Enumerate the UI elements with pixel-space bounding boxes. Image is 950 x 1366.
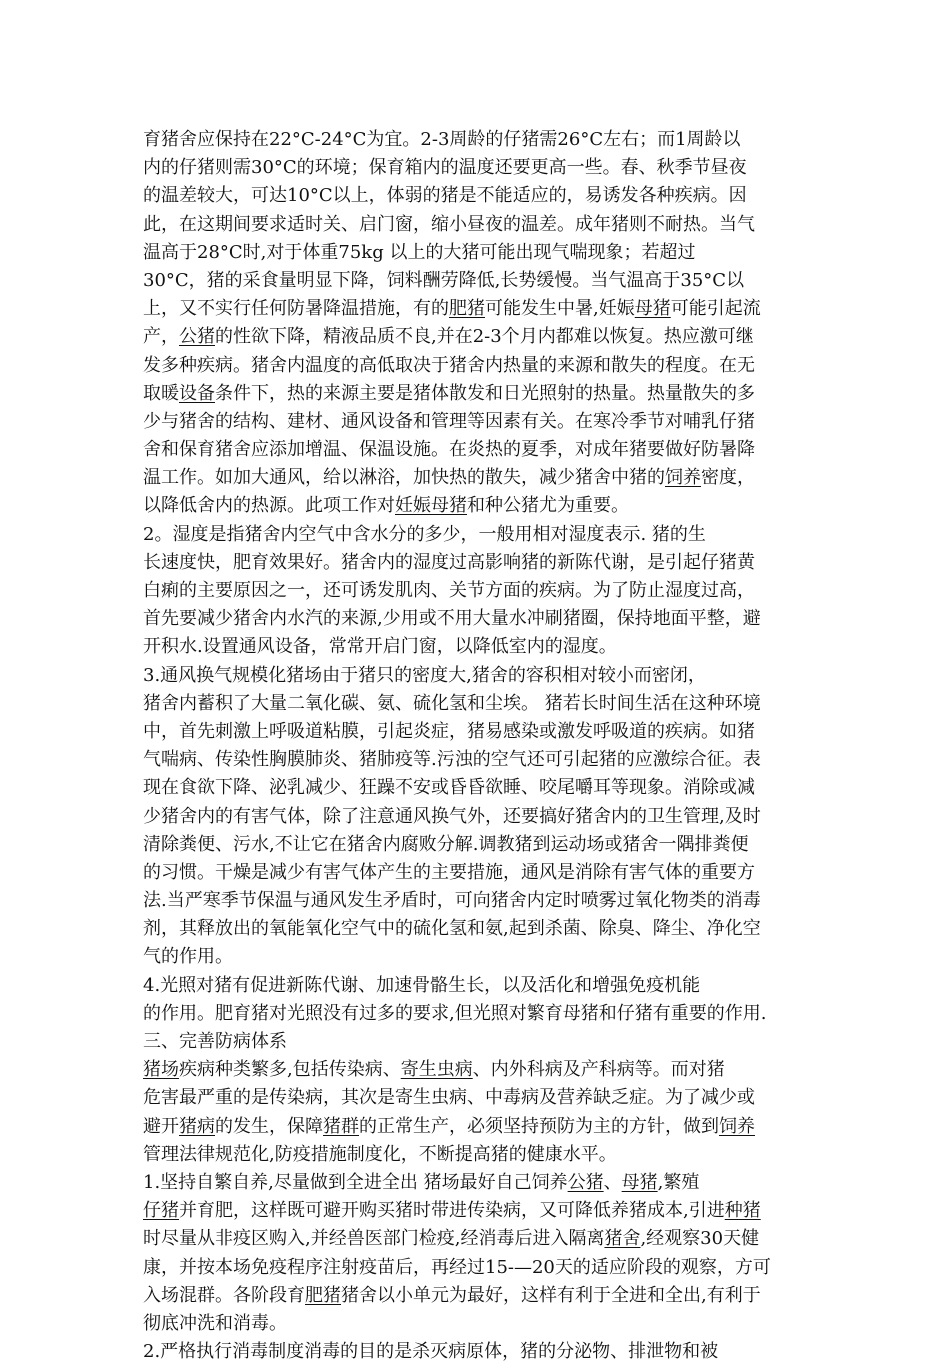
hyperlink[interactable]: 妊娠母猪 [395, 495, 467, 517]
text-line [143, 492, 815, 520]
text-run: 可能引起流 [670, 298, 761, 320]
text-run: 可能发生中暑,妊娠 [485, 298, 635, 320]
text-run: 的性欲下降，精液品质不良,并在2-3个月内都难以恢复。热应激可继 [215, 326, 754, 348]
text-run: 育猪舍应保持在22°C-24°C为宜。2-3周龄的仔猪需26°C左右；而1周龄以 [143, 129, 741, 150]
text-line [143, 1028, 815, 1056]
hyperlink[interactable]: 猪病 [179, 1115, 215, 1137]
text-run: 产， [143, 326, 179, 348]
text-line [143, 774, 815, 802]
text-line [143, 126, 815, 154]
text-line [143, 521, 815, 549]
text-line [143, 1282, 815, 1310]
text-line [143, 464, 815, 492]
text-run: 2。湿度是指猪舍内空气中含水分的多少，一般用相对湿度表示. 猪的生 [143, 523, 706, 545]
hyperlink[interactable]: 母猪 [634, 298, 671, 320]
text-line [143, 633, 815, 661]
text-run: 疾病种类繁多,包括传染病、 [179, 1059, 401, 1081]
text-run: 4.光照对猪有促进新陈代谢、加速骨骼生长，以及活化和增强免疫机能 [143, 974, 701, 996]
text-run: 清除粪便、污水,不让它在猪舍内腐败分解.调教猪到运动场或猪舍一隅排粪便 [143, 833, 749, 855]
text-run: 危害最严重的是传染病，其次是寄生虫病、中毒病及营养缺乏症。为了减少或 [143, 1087, 755, 1109]
text-line [143, 408, 815, 436]
text-line [143, 295, 815, 323]
text-line [143, 1056, 815, 1084]
text-run: 现在食欲下降、泌乳减少、狂躁不安或昏昏欲睡、咬尾嚼耳等现象。消除或减 [143, 777, 755, 799]
text-line [143, 211, 815, 239]
text-line [143, 1113, 815, 1141]
text-run: 发多种疾病。猪舍内温度的高低取决于猪舍内热量的来源和散失的程度。在无 [143, 354, 755, 376]
hyperlink[interactable]: 肥猪 [449, 298, 485, 320]
text-line [143, 605, 815, 633]
text-line [143, 831, 815, 859]
text-run: 首先要减少猪舍内水汽的来源,少用或不用大量水冲刷猪圈，保持地面平整，避 [143, 608, 761, 630]
text-run: 少与猪舍的结构、建材、通风设备和管理等因素有关。在寒冷季节对哺乳仔猪 [143, 410, 755, 432]
hyperlink[interactable]: 公猪 [567, 1171, 604, 1193]
text-run: 长速度快，肥育效果好。猪舍内的湿度过高影响猪的新陈代谢，是引起仔猪黄 [143, 551, 755, 573]
text-run: ,经观察30天健 [640, 1228, 760, 1250]
text-run: 彻底冲洗和消毒。 [143, 1312, 287, 1334]
text-line [143, 718, 815, 746]
text-line [143, 803, 815, 831]
text-run: 1.坚持自繁自养,尽量做到全进全出 猪场最好自己饲养 [143, 1171, 568, 1193]
text-line [143, 1225, 815, 1253]
text-run: 管理法律规范化,防疫措施制度化，不断提高猪的健康水平。 [143, 1143, 617, 1165]
text-run: 30°C，猪的采食量明显下降，饲料酬劳降低,长势缓慢。当气温高于35°C以 [143, 269, 745, 291]
hyperlink[interactable]: 种猪 [724, 1200, 761, 1222]
text-run: 的正常生产，必须坚持预防为主的方针，做到 [359, 1115, 719, 1137]
text-run: 、内外科病及产科病等。而对猪 [472, 1059, 725, 1081]
text-line [143, 182, 815, 210]
text-run: 康，并按本场免疫程序注射疫苗后，再经过15-—20天的适应阶段的观察，方可 [143, 1256, 771, 1278]
hyperlink[interactable]: 猪舍 [604, 1228, 641, 1250]
text-line [143, 549, 815, 577]
text-run: 中，首先刺激上呼吸道粘膜，引起炎症，猪易感染或激发呼吸道的疾病。如猪 [143, 720, 755, 742]
text-line [143, 662, 815, 690]
text-run: 三、完善防病体系 [143, 1031, 287, 1052]
text-run: 猪舍内蓄积了大量二氧化碳、氨、硫化氢和尘埃。 猪若长时间生活在这种环境 [143, 692, 761, 714]
text-line [143, 154, 815, 182]
text-line [143, 859, 815, 887]
text-line [143, 1197, 815, 1225]
text-line [143, 972, 815, 1000]
text-line [143, 380, 815, 408]
hyperlink[interactable]: 肥猪 [305, 1284, 341, 1306]
text-line [143, 746, 815, 774]
text-run: 上，又不实行任何防暑降温措施，有的 [143, 298, 449, 320]
text-run: 舍和保育猪舍应添加增温、保温设施。在炎热的夏季，对成年猪要做好防暑降 [143, 439, 755, 461]
text-line [143, 887, 815, 915]
text-run: 开积水.设置通风设备，常常开启门窗，以降低室内的湿度。 [143, 636, 617, 658]
hyperlink[interactable]: 公猪 [179, 326, 215, 348]
text-line [143, 323, 815, 351]
text-line [143, 1000, 815, 1028]
text-run: 温工作。如加大通风，给以淋浴，加快热的散失，减少猪舍中猪的 [143, 467, 665, 489]
text-run: 和种公猪尤为重要。 [467, 495, 629, 517]
text-run: 剂，其释放出的氧能氧化空气中的硫化氢和氨,起到杀菌、除臭、降尘、净化空 [143, 918, 761, 940]
text-line [143, 1084, 815, 1112]
text-run: 的温差较大，可达10°C以上，体弱的猪是不能适应的，易诱发各种疾病。因 [143, 185, 747, 207]
text-run: 的作用。肥育猪对光照没有过多的要求,但光照对繁育母猪和仔猪有重要的作用. [143, 1002, 767, 1024]
hyperlink[interactable]: 母猪 [621, 1171, 658, 1193]
text-run: 并育肥，这样既可避开购买猪时带进传染病，又可降低养猪成本,引进 [179, 1200, 725, 1222]
hyperlink[interactable]: 饲养 [665, 467, 701, 489]
text-line [143, 436, 815, 464]
hyperlink[interactable]: 寄生虫病 [400, 1059, 473, 1081]
text-run: 密度， [701, 467, 755, 489]
text-run: 少猪舍内的有害气体，除了注意通风换气外，还要搞好猪舍内的卫生管理,及时 [143, 805, 761, 827]
text-run: 此，在这期间要求适时关、启门窗，缩小昼夜的温差。成年猪则不耐热。当气 [143, 213, 755, 235]
text-line [143, 267, 815, 295]
text-line [143, 943, 815, 971]
text-line [143, 690, 815, 718]
text-line [143, 1310, 815, 1338]
text-line [143, 577, 815, 605]
hyperlink[interactable]: 猪场 [143, 1059, 179, 1081]
text-run: 的发生，保障 [215, 1115, 323, 1137]
text-run: 条件下，热的来源主要是猪体散发和日光照射的热量。热量散失的多 [215, 382, 755, 404]
text-run: 白痢的主要原因之一，还可诱发肌肉、关节方面的疾病。为了防止湿度过高， [143, 580, 755, 601]
text-run: 2.严格执行消毒制度消毒的目的是杀灭病原体，猪的分泌物、排泄物和被 [143, 1341, 719, 1363]
text-run: 入场混群。各阶段育 [143, 1284, 305, 1306]
hyperlink[interactable]: 猪群 [323, 1115, 359, 1137]
text-line [143, 239, 815, 267]
text-run: 猪舍以小单元为最好，这样有利于全进和全出,有利于 [341, 1284, 761, 1306]
text-run: 温高于28°C时,对于体重75kg 以上的大猪可能出现气喘现象；若超过 [143, 241, 696, 263]
text-run: 以降低舍内的热源。此项工作对 [143, 495, 395, 517]
text-line [143, 915, 815, 943]
text-run: 气的作用。 [143, 946, 233, 968]
hyperlink[interactable]: 设备 [179, 382, 215, 404]
text-line [143, 1338, 815, 1366]
text-run: 3.通风换气规模化猪场由于猪只的密度大,猪舍的容积相对较小而密闭， [143, 664, 706, 686]
text-line [143, 352, 815, 380]
text-line [143, 1141, 815, 1169]
text-run: 内的仔猪则需30°C的环境；保育箱内的温度还要更高一些。春、秋季节昼夜 [143, 157, 747, 179]
text-run: 时尽量从非疫区购入,并经兽医部门检疫,经消毒后进入隔离 [143, 1228, 605, 1250]
text-line [143, 1169, 815, 1197]
document-body [143, 126, 815, 1366]
text-run: 、 [603, 1171, 622, 1193]
hyperlink[interactable]: 饲养 [719, 1115, 755, 1137]
text-run: 的习惯。干燥是减少有害气体产生的主要措施，通风是消除有害气体的重要方 [143, 861, 755, 883]
text-run: 避开 [143, 1115, 179, 1137]
text-run: 气喘病、传染性胸膜肺炎、猪肺疫等.污浊的空气还可引起猪的应激综合征。表 [143, 749, 761, 771]
text-line [143, 1254, 815, 1282]
hyperlink[interactable]: 仔猪 [143, 1200, 179, 1222]
text-run: 取暖 [143, 382, 179, 404]
text-run: ,繁殖 [657, 1171, 700, 1193]
text-run: 法.当严寒季节保温与通风发生矛盾时，可向猪舍内定时喷雾过氧化物类的消毒 [143, 890, 761, 912]
